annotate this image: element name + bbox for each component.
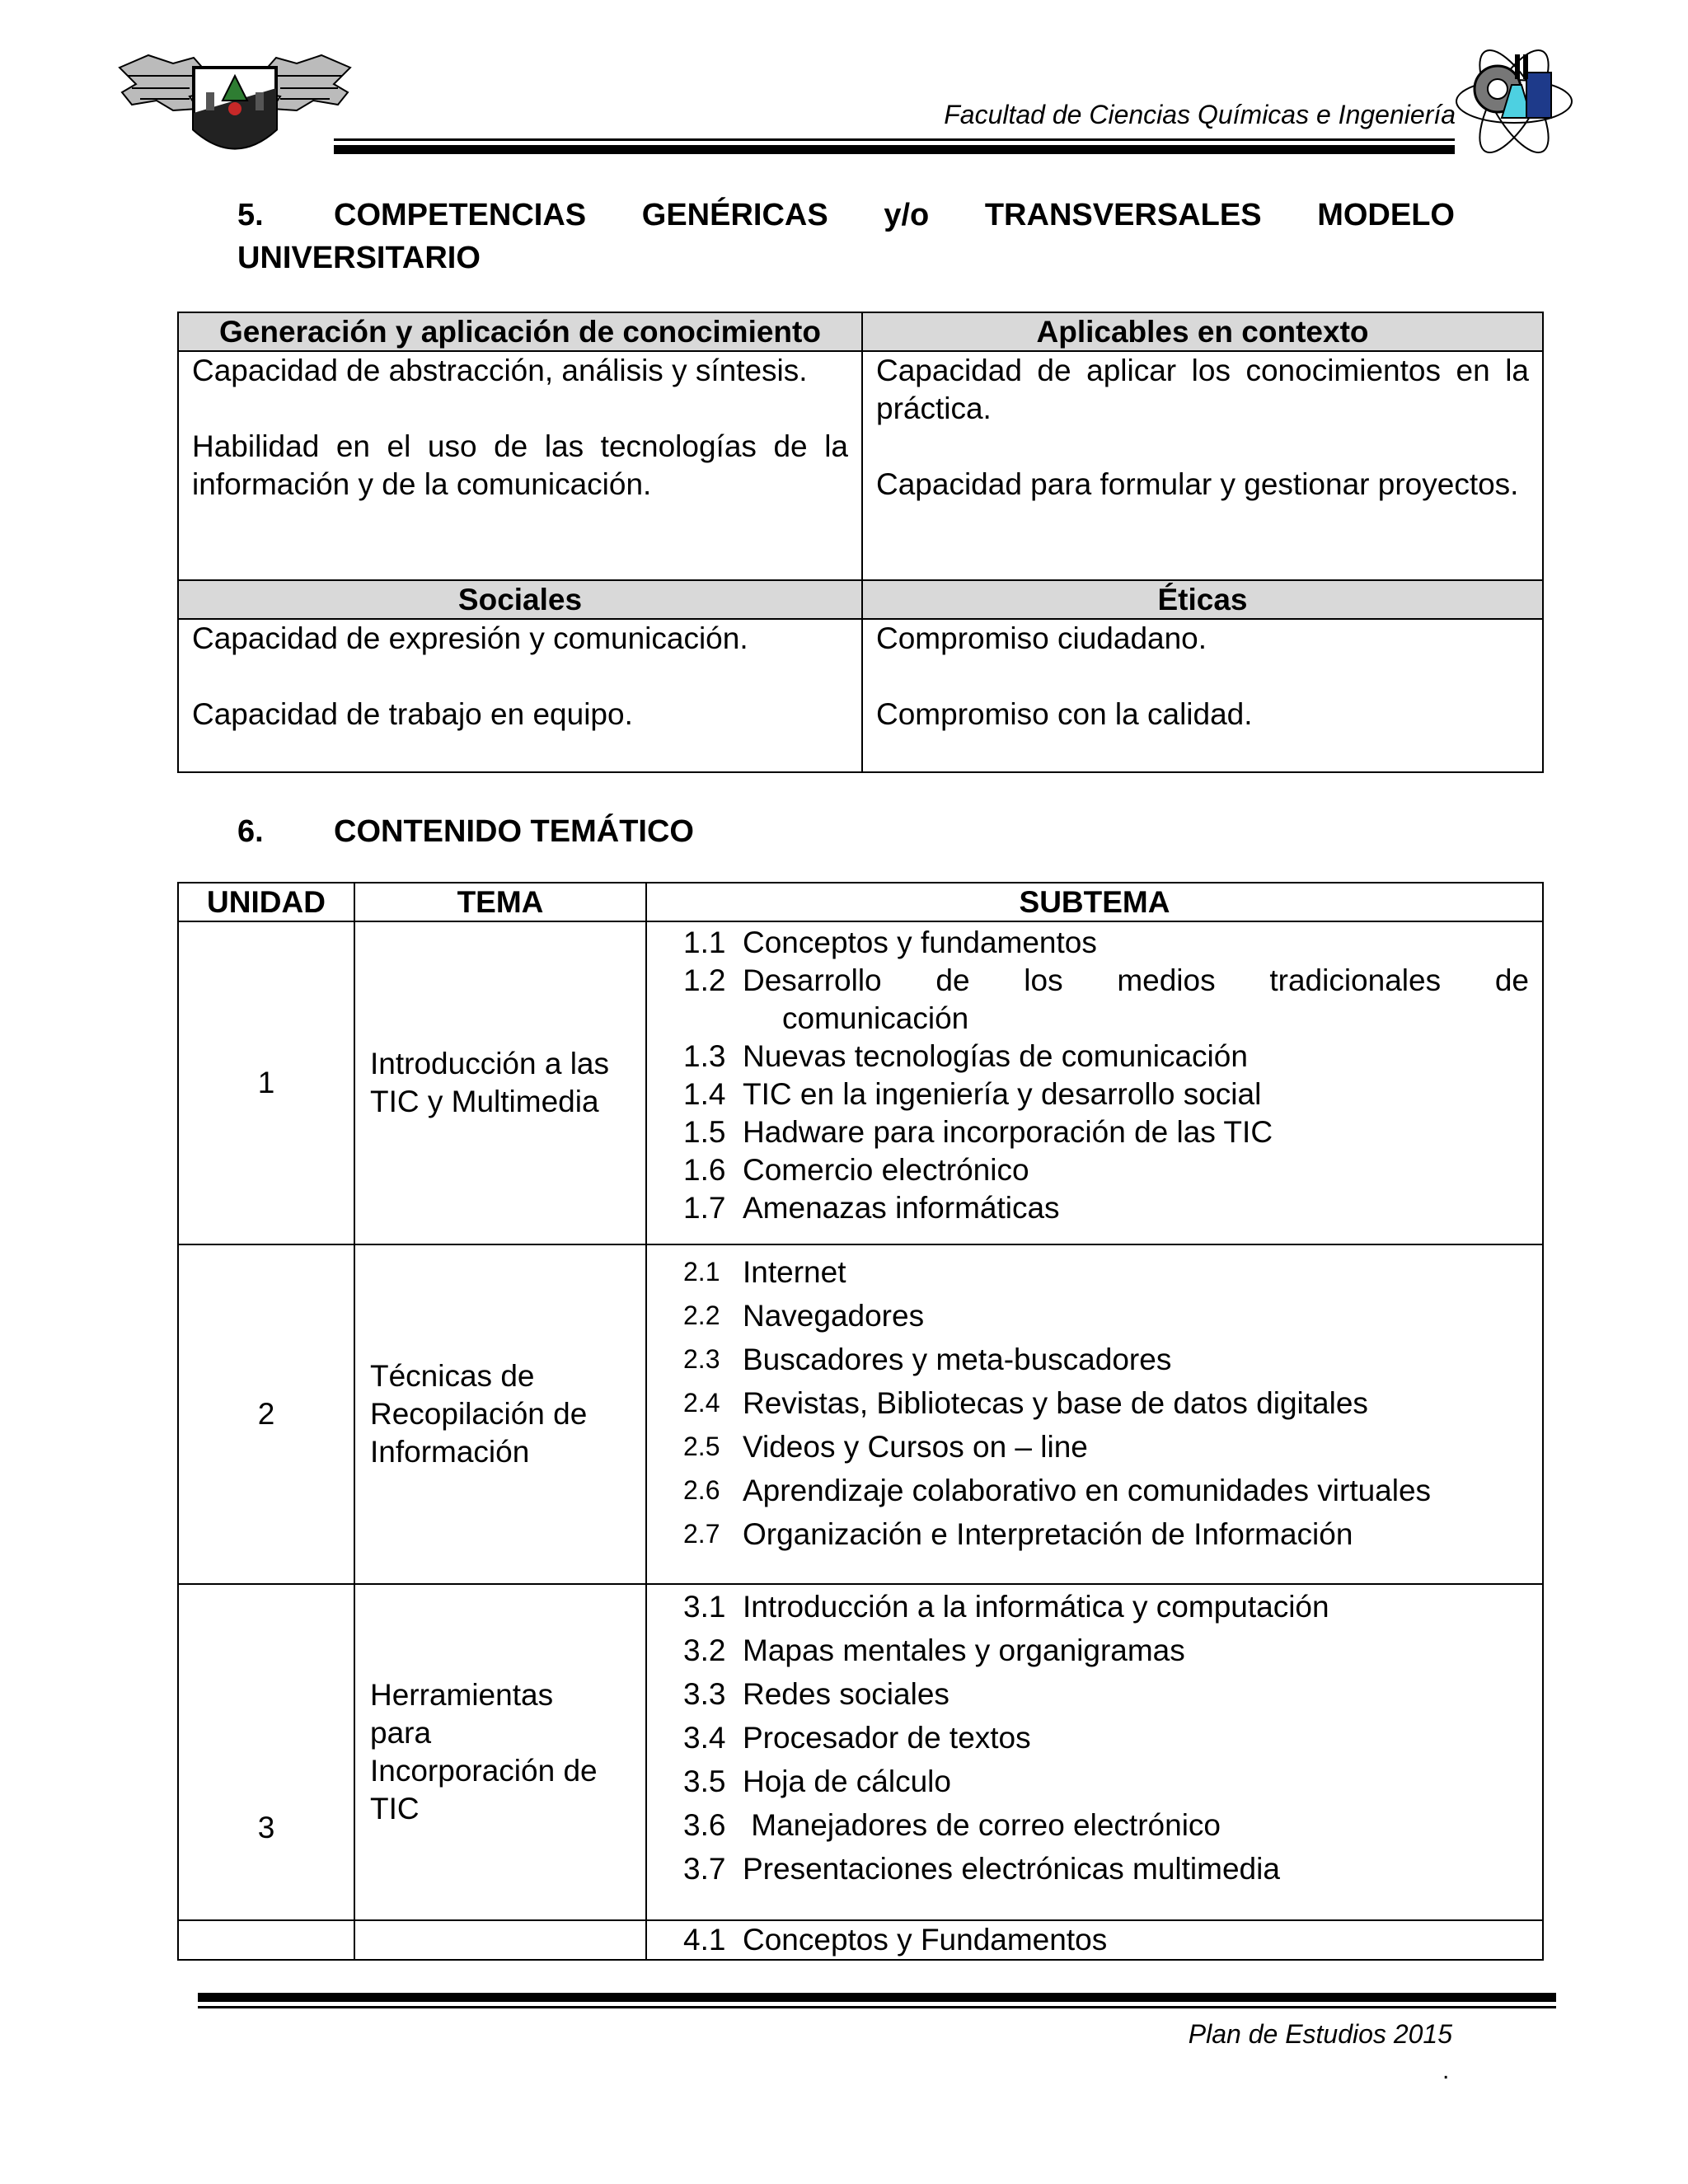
subtopic-text: Hoja de cálculo	[743, 1765, 951, 1798]
unit-number	[178, 1920, 354, 1960]
section-5-title-word: TRANSVERSALES	[984, 198, 1262, 232]
unit-number: 3	[178, 1584, 354, 1920]
subtopic-text: Redes sociales	[743, 1677, 950, 1711]
section-5-title-word: COMPETENCIAS	[334, 198, 587, 232]
section-5-number: 5.	[237, 198, 264, 232]
unit-topic-line: Incorporación de	[370, 1754, 598, 1788]
unit-topic-line: Herramientas	[370, 1678, 554, 1712]
subtopic-number: 3.1	[683, 1590, 726, 1624]
subtopic-item	[683, 1425, 1529, 1469]
subtopic-number: 1.3	[683, 1039, 726, 1073]
subtopic-item	[683, 1760, 1529, 1803]
subtopic-text: Nuevas tecnologías de comunicación	[743, 1039, 1248, 1073]
unit-topic-line: Introducción a las	[370, 1047, 610, 1080]
subtopic-number: 3.3	[683, 1677, 726, 1711]
subtopic-text: Revistas, Bibliotecas y base de datos digitales	[743, 1386, 1368, 1420]
subtopic-number: 2.6	[683, 1475, 720, 1505]
subtopic-number: 2.5	[683, 1432, 720, 1461]
subtopic-item	[683, 1512, 1529, 1556]
subtopic-item	[683, 1038, 1529, 1076]
faculty-atom-logo	[1452, 40, 1576, 163]
subtopic-item	[683, 1294, 1529, 1338]
subtopic-item	[683, 1803, 1529, 1847]
header-rule-thin	[334, 138, 1455, 141]
subtopic-text: Videos y Cursos on – line	[743, 1430, 1088, 1464]
subtopic-text: Organización e Interpretación de Información	[743, 1517, 1353, 1551]
unit-topic	[354, 1920, 646, 1960]
competencies-cell	[178, 351, 862, 580]
content-header-unit: UNIDAD	[178, 883, 354, 921]
subtopic-number: 3.5	[683, 1765, 726, 1798]
subtopic-text: Hadware para incorporación de las TIC	[743, 1115, 1273, 1149]
subtopic-text: Mapas mentales y organigramas	[743, 1633, 1185, 1667]
subtopic-list	[646, 1920, 1543, 1960]
subtopic-text: Conceptos y fundamentos	[743, 926, 1097, 959]
content-table	[177, 882, 1544, 1961]
subtopic-number: 2.7	[683, 1519, 720, 1549]
subtopic-text: Comercio electrónico	[743, 1153, 1029, 1187]
subtopic-number: 1.1	[683, 926, 726, 959]
subtopic-text: Amenazas informáticas	[743, 1191, 1060, 1225]
subtopic-text: TIC en la ingeniería y desarrollo social	[743, 1077, 1262, 1111]
section-5-title-word: MODELO	[1317, 198, 1455, 232]
competency-item: Capacidad de trabajo en equipo.	[192, 697, 633, 731]
subtopic-list	[646, 921, 1543, 1244]
unit-topic-line: para	[370, 1716, 432, 1750]
competencies-header-applicable: Aplicables en contexto	[862, 312, 1543, 351]
competencies-cell	[862, 351, 1543, 580]
section-5-title-word: GENÉRICAS	[641, 198, 828, 232]
competencies-header-ethics: Éticas	[862, 580, 1543, 619]
unit-number: 1	[178, 921, 354, 1244]
competency-item: Capacidad para formular y gestionar proyectos.	[876, 467, 1519, 501]
subtopic-text: Buscadores y meta-buscadores	[743, 1343, 1172, 1376]
competency-item: Compromiso con la calidad.	[876, 697, 1253, 731]
subtopic-number: 1.2	[683, 963, 726, 997]
subtopic-item	[683, 1847, 1529, 1891]
competency-item: Capacidad de aplicar los conocimientos en la práctica.	[876, 354, 1529, 425]
unit-number: 2	[178, 1244, 354, 1584]
footer-plan: Plan de Estudios 2015	[1188, 2019, 1452, 2049]
subtopic-item	[683, 924, 1529, 962]
subtopic-number: 1.5	[683, 1115, 726, 1149]
subtopic-number: 2.3	[683, 1344, 720, 1374]
subtopic-text: Desarrollo de los medios tradicionales de	[743, 963, 1529, 997]
unit-topic	[354, 1584, 646, 1920]
subtopic-text: Introducción a la informática y computación	[743, 1590, 1329, 1624]
competencies-header-social: Sociales	[178, 580, 862, 619]
subtopic-text: Conceptos y Fundamentos	[743, 1923, 1108, 1957]
subtopic-item	[683, 1585, 1529, 1629]
unit-topic-line: Información	[370, 1435, 530, 1469]
subtopic-item	[683, 1381, 1529, 1425]
subtopic-number: 2.1	[683, 1257, 720, 1286]
subtopic-text: Navegadores	[743, 1299, 925, 1333]
header-rule-thick	[334, 145, 1455, 154]
subtopic-number: 3.6	[683, 1808, 726, 1842]
section-5-title-line2: UNIVERSITARIO	[237, 241, 481, 275]
subtopic-number: 2.4	[683, 1388, 720, 1418]
subtopic-item	[683, 1469, 1529, 1512]
competencies-header-generation: Generación y aplicación de conocimiento	[178, 312, 862, 351]
section-5-title	[334, 198, 1455, 233]
unit-topic-line: Técnicas de	[370, 1359, 535, 1393]
unit-topic	[354, 1244, 646, 1584]
subtopic-item	[683, 1921, 1529, 1959]
subtopic-item	[683, 1076, 1529, 1113]
subtopic-list	[646, 1244, 1543, 1584]
faculty-header: Facultad de Ciencias Químicas e Ingeniería	[944, 100, 1456, 129]
university-crest-logo	[115, 51, 354, 166]
subtopic-text: Manejadores de correo electrónico	[743, 1808, 1221, 1842]
unit-topic-line: TIC	[370, 1792, 420, 1825]
competency-item: Capacidad de expresión y comunicación.	[192, 621, 748, 655]
subtopic-number: 2.2	[683, 1301, 720, 1330]
subtopic-item	[683, 1716, 1529, 1760]
subtopic-item	[683, 1151, 1529, 1189]
competencies-cell	[862, 619, 1543, 772]
subtopic-list	[646, 1584, 1543, 1920]
unit-topic-line: Recopilación de	[370, 1397, 588, 1431]
subtopic-number: 3.4	[683, 1721, 726, 1755]
section-6-title: CONTENIDO TEMÁTICO	[334, 814, 694, 849]
content-header-topic: TEMA	[354, 883, 646, 921]
competency-item: Compromiso ciudadano.	[876, 621, 1207, 655]
subtopic-item	[683, 1113, 1529, 1151]
section-5-title-word: y/o	[884, 198, 930, 232]
unit-topic-line: TIC y Multimedia	[370, 1085, 599, 1118]
subtopic-text: Internet	[743, 1255, 846, 1289]
subtopic-number: 1.7	[683, 1191, 726, 1225]
competency-item: Habilidad en el uso de las tecnologías de la información y de la comunicación.	[192, 429, 848, 501]
subtopic-item	[683, 1338, 1529, 1381]
unit-topic	[354, 921, 646, 1244]
footer-rule-thin	[198, 2006, 1556, 2008]
subtopic-item	[683, 1250, 1529, 1294]
subtopic-text-continuation: comunicación	[782, 1001, 969, 1035]
subtopic-item	[683, 1672, 1529, 1716]
subtopic-text: Aprendizaje colaborativo en comunidades virtuales	[743, 1474, 1432, 1507]
subtopic-number: 1.4	[683, 1077, 726, 1111]
subtopic-number: 3.7	[683, 1852, 726, 1886]
competencies-cell	[178, 619, 862, 772]
subtopic-text: Procesador de textos	[743, 1721, 1031, 1755]
footer-dot: .	[1442, 2057, 1450, 2084]
subtopic-number: 1.6	[683, 1153, 726, 1187]
subtopic-item	[683, 1189, 1529, 1227]
subtopic-item	[683, 1629, 1529, 1672]
subtopic-item	[683, 962, 1529, 1000]
competency-item: Capacidad de abstracción, análisis y síntesis.	[192, 354, 808, 387]
subtopic-number: 4.1	[683, 1923, 726, 1957]
competencies-table	[177, 312, 1544, 773]
subtopic-number: 3.2	[683, 1633, 726, 1667]
footer-rule-thick	[198, 1993, 1556, 2002]
content-header-subtopic: SUBTEMA	[646, 883, 1543, 921]
section-6-number: 6.	[237, 814, 264, 849]
subtopic-text: Presentaciones electrónicas multimedia	[743, 1852, 1280, 1886]
